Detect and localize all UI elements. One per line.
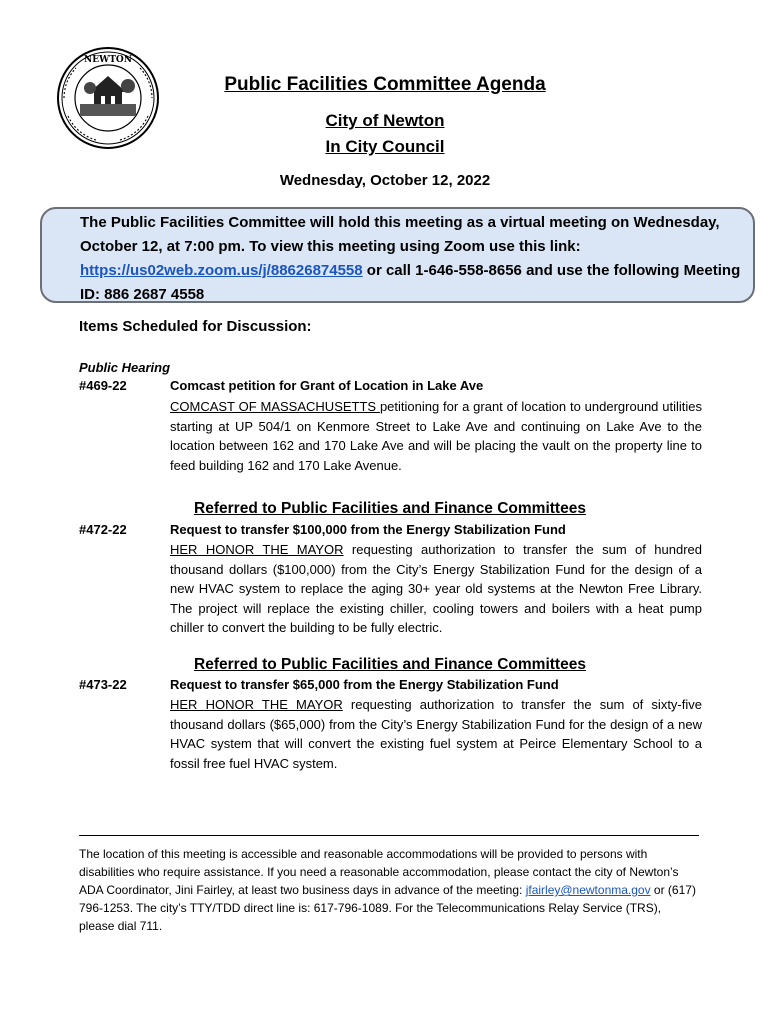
notice-text: The Public Facilities Committee will hold this meeting as a virtual meeting on Wednesday, October 12, at 7:00 pm. To view this meeting using Zoom use this link: bbox=[80, 214, 720, 255]
referral-heading: Referred to Public Facilities and Finance Committees bbox=[194, 500, 586, 517]
item-body-text: requesting authorization to transfer the sum of sixty-five thousand dollars ($65,000) from the City’s Energy Stabilization Fund for the design of a new HVAC system that will convert the existing fuel system at Peirce Elementary School to a fossil free fuel HVAC system. bbox=[170, 697, 702, 771]
item-number: #469-22 bbox=[79, 378, 127, 393]
item-title: Request to transfer $100,000 from the Energy Stabilization Fund bbox=[170, 522, 566, 537]
item-body bbox=[170, 695, 702, 773]
items-heading: Items Scheduled for Discussion: bbox=[79, 318, 312, 335]
section-label: Public Hearing bbox=[79, 360, 171, 375]
item-sponsor: COMCAST OF MASSACHUSETTS bbox=[170, 399, 380, 414]
meeting-date: Wednesday, October 12, 2022 bbox=[279, 172, 491, 189]
council-name: In City Council bbox=[325, 137, 445, 156]
item-sponsor: HER HONOR THE MAYOR bbox=[170, 697, 343, 712]
item-body bbox=[170, 397, 702, 475]
item-body-text: petitioning for a grant of location to underground utilities starting at UP 504/1 on Kenmore Street to Lake Ave and continuing on Lake Ave to the location between 162 and 170 Lake Ave and will be placing the vault on the property line to feed building 162 and 170 Lake Avenue. bbox=[170, 399, 702, 473]
accessibility-footer bbox=[79, 845, 699, 935]
page-title: Public Facilities Committee Agenda bbox=[224, 74, 546, 95]
city-seal-logo bbox=[56, 46, 160, 150]
svg-text:NEWTON: NEWTON bbox=[84, 55, 132, 65]
item-number: #473-22 bbox=[79, 677, 127, 692]
referral-heading: Referred to Public Facilities and Finance Committees bbox=[194, 656, 586, 673]
city-name: City of Newton bbox=[325, 111, 445, 130]
item-number: #472-22 bbox=[79, 522, 127, 537]
footer-divider bbox=[79, 835, 699, 836]
item-body bbox=[170, 540, 702, 638]
item-title: Request to transfer $65,000 from the Energy Stabilization Fund bbox=[170, 677, 559, 692]
zoom-link[interactable]: https://us02web.zoom.us/j/88626874558 bbox=[80, 262, 363, 279]
virtual-meeting-notice bbox=[40, 207, 755, 303]
footer-text-after: or (617) 796-1253. The city’s TTY/TDD direct line is: 617-796-1089. For the Telecommunications Relay Service (TRS), please dial 711. bbox=[79, 883, 696, 933]
item-title: Comcast petition for Grant of Location in Lake Ave bbox=[170, 378, 484, 393]
item-sponsor: HER HONOR THE MAYOR bbox=[170, 542, 344, 557]
item-body-text: requesting authorization to transfer the sum of hundred thousand dollars ($100,000) from the City’s Energy Stabilization Fund for the design of a new HVAC system to replace the aging 30+ year old systems at the Newton Free Library. The project will replace the existing chiller, cooling towers and boilers with a heat pump chiller to convert the building to be fully electric. bbox=[170, 542, 702, 635]
footer-text: The location of this meeting is accessible and reasonable accommodations will be provided to persons with disabilities who require assistance. If you need a reasonable accommodation, please contact the city of Newton’s ADA Coordinator, Jini Fairley, at least two business days in advance of the meeting: bbox=[79, 847, 679, 897]
ada-email-link[interactable]: jfairley@newtonma.gov bbox=[525, 883, 651, 897]
notice-text-after: or call 1-646-558-8656 and use the following Meeting ID: 886 2687 4558 bbox=[80, 262, 741, 303]
